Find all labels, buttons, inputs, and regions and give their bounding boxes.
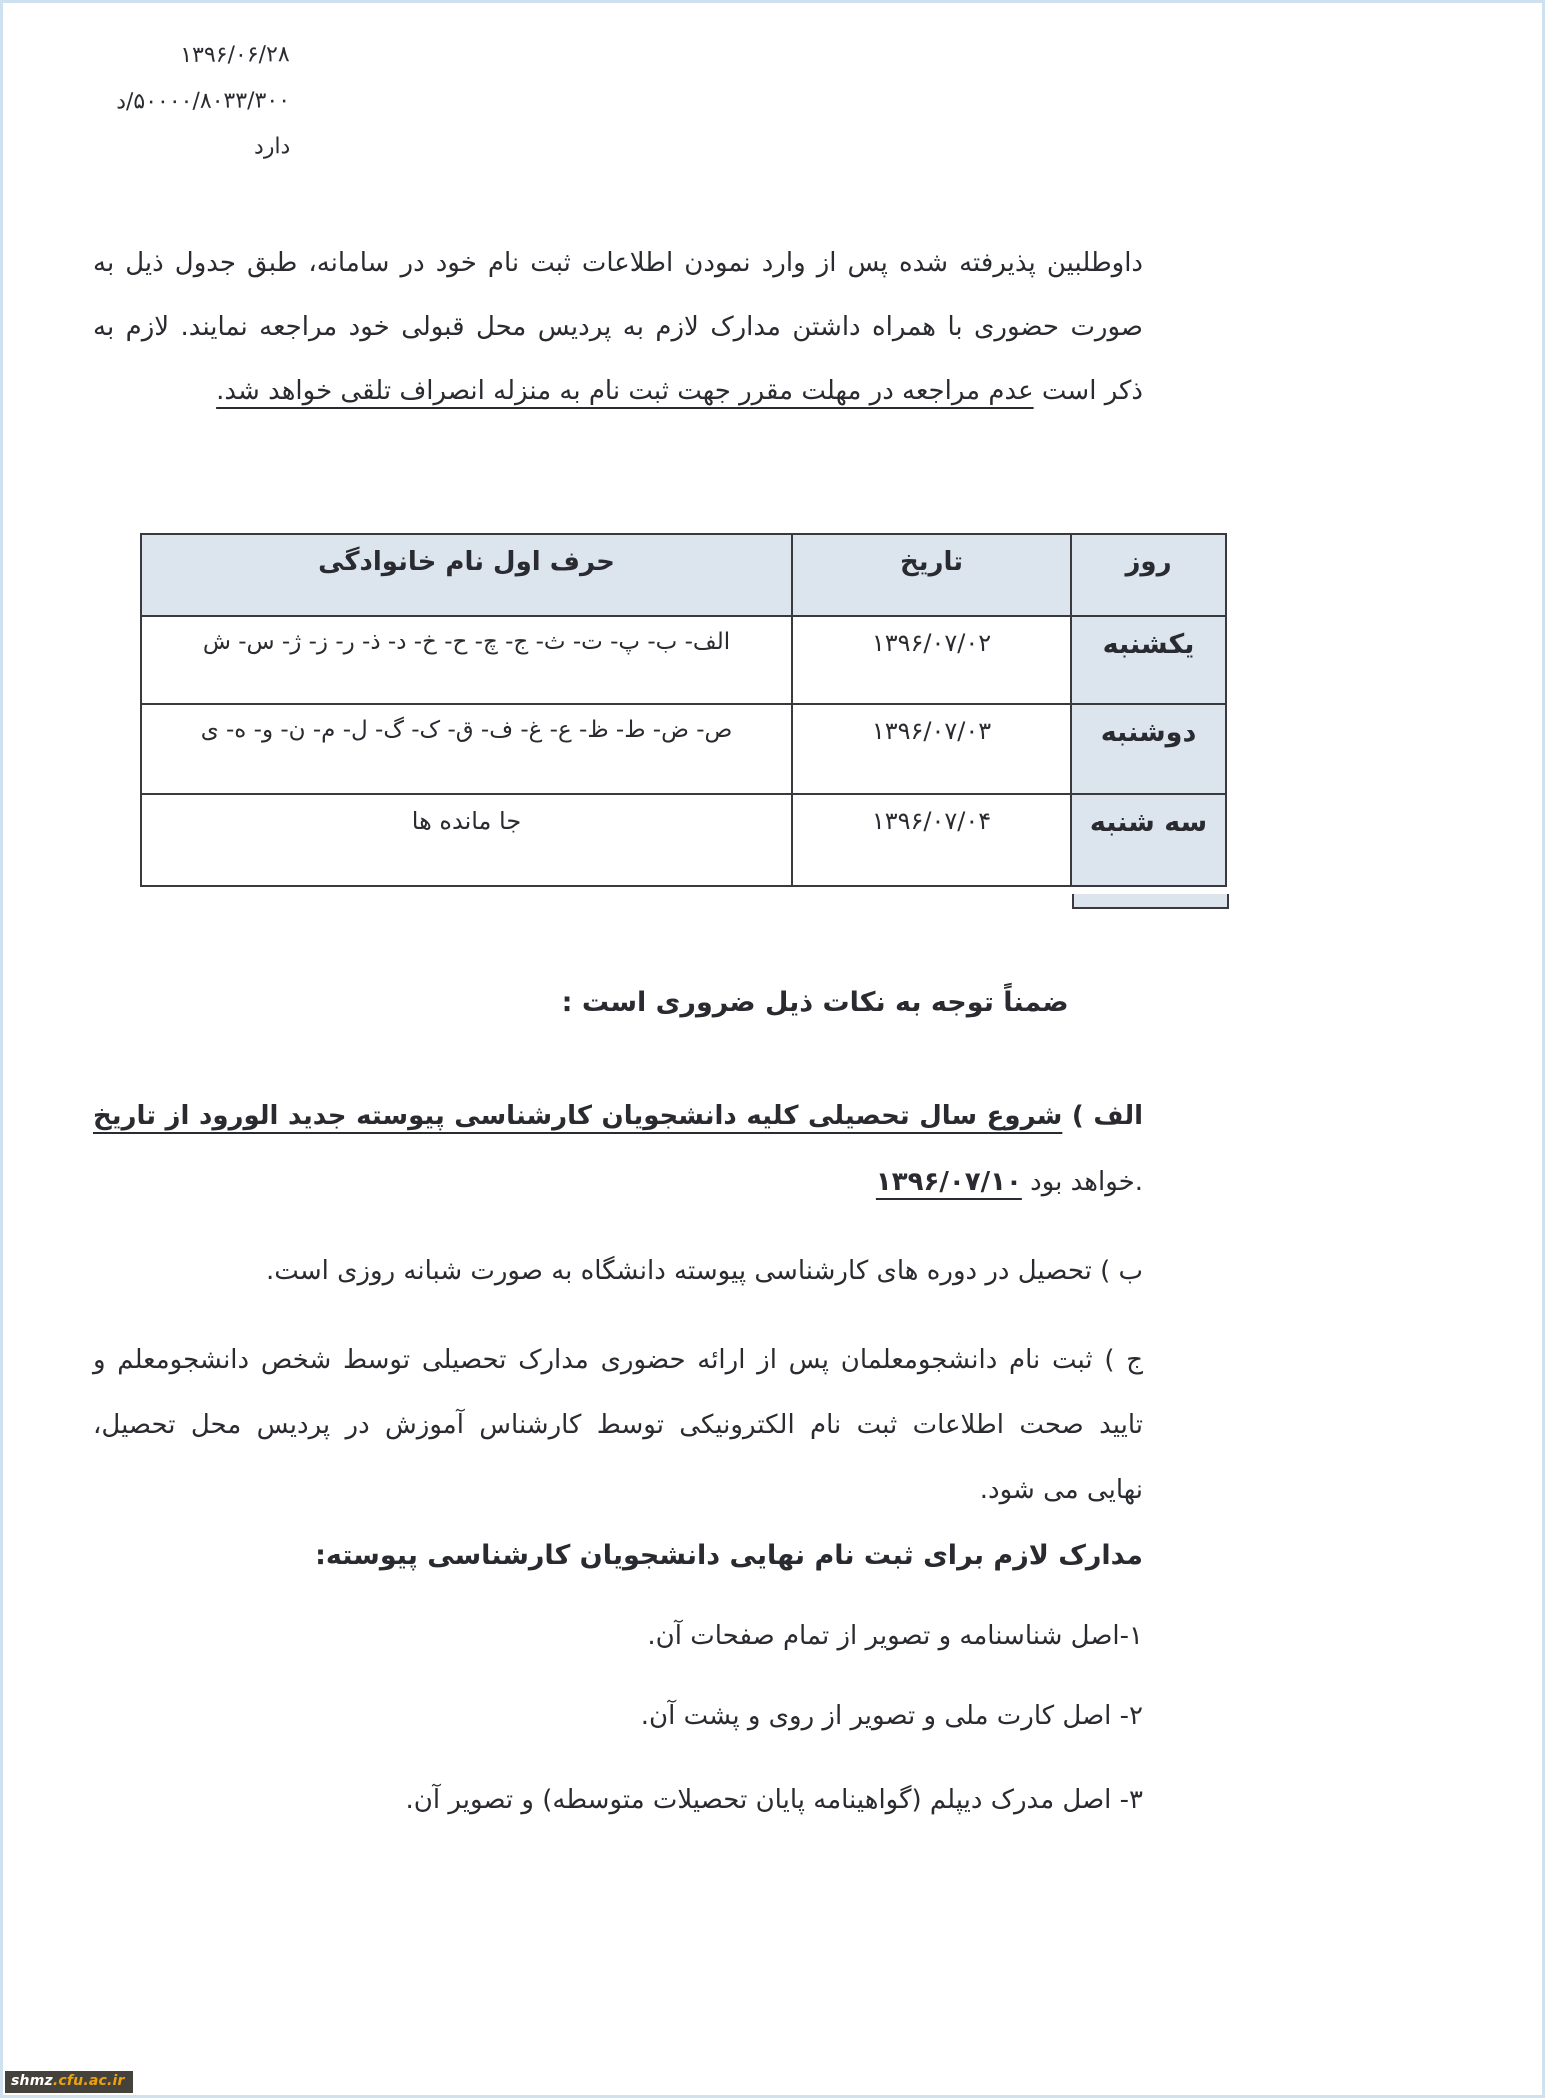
intro-line-3-prefix: ذکر است: [1033, 376, 1143, 406]
notes-heading: [93, 978, 1143, 1028]
note-a-suffix: خواهد بود.: [1021, 1167, 1143, 1197]
watermark-suffix: .cfu.ac.ir: [52, 2073, 125, 2089]
row1-date: ۱۳۹۶/۰۷/۰۲: [792, 616, 1071, 704]
row2-day: دوشنبه: [1071, 704, 1226, 794]
intro-line-2: صورت حضوری با همراه داشتن مدارک لازم به پردیس محل قبولی خود مراجعه نمایند. لازم به: [93, 312, 1143, 342]
documents-heading: مدارک لازم برای ثبت نام نهایی دانشجویان کارشناسی پیوسته:: [315, 1540, 1143, 1571]
letter-number: [58, 78, 290, 126]
row2-letters: ص- ض- ط- ظ- ع- غ- ف- ق- ک- گ- ل- م- ن- و- ه- ی: [141, 704, 792, 794]
intro-line-3-underlined: عدم مراجعه در مهلت مقرر جهت ثبت نام به منزله انصراف تلقی خواهد شد.: [216, 376, 1034, 406]
note-item-b: ب ) تحصیل در دوره های کارشناسی پیوسته دانشگاه به صورت شبانه روزی است.: [266, 1256, 1143, 1286]
note-a-line-1: [93, 1083, 1143, 1149]
table-row: [141, 704, 1226, 794]
document-item-3: ۳- اصل مدرک دیپلم (گواهینامه پایان تحصیلات متوسطه) و تصویر آن.: [405, 1785, 1143, 1815]
note-item-a: [93, 1083, 1143, 1215]
table-header-row: [141, 534, 1226, 616]
table-row: [141, 794, 1226, 886]
note-a-date: ۱۳۹۶/۰۷/۱۰: [875, 1167, 1022, 1197]
document-item-1: ۱-اصل شناسنامه و تصویر از تمام صفحات آن.: [647, 1621, 1143, 1651]
schedule-table: [140, 533, 1227, 887]
intro-line-1: داوطلبین پذیرفته شده پس از وارد نمودن اطلاعات ثبت نام خود در سامانه، طبق جدول ذیل به: [93, 248, 1143, 278]
watermark-prefix: shmz: [11, 2073, 53, 2089]
row1-letters: الف- ب- پ- ت- ث- ج- چ- ح- خ- د- ذ- ر- ز- ژ- س- ش: [141, 616, 792, 704]
attachment-indicator: دارد: [253, 134, 291, 160]
letter-date: ۱۳۹۶/۰۶/۲۸: [180, 42, 290, 68]
row3-date: ۱۳۹۶/۰۷/۰۴: [792, 794, 1071, 886]
table-row: [141, 616, 1226, 704]
site-watermark: [5, 2071, 133, 2093]
header-letters: حرف اول نام خانوادگی: [141, 534, 792, 616]
row2-date: ۱۳۹۶/۰۷/۰۳: [792, 704, 1071, 794]
note-a-prefix: الف ): [1062, 1101, 1143, 1131]
note-item-j: [93, 1328, 1143, 1523]
row1-day: یکشنبه: [1071, 616, 1226, 704]
header-day: روز: [1071, 534, 1226, 616]
note-a-line-2: [93, 1149, 1143, 1215]
intro-line-3: [93, 359, 1143, 423]
header-date: تاریخ: [792, 534, 1071, 616]
document-item-2: ۲- اصل کارت ملی و تصویر از روی و پشت آن.: [640, 1701, 1143, 1731]
note-j-line-2: تایید صحت اطلاعات ثبت نام الکترونیکی توسط کارشناس آموزش در پردیس محل تحصیل،: [93, 1410, 1143, 1440]
row3-letters: جا مانده ها: [141, 794, 792, 886]
documents-list: [93, 1611, 1143, 1825]
intro-paragraph: [93, 231, 1143, 423]
reference-block: [58, 32, 291, 172]
row3-day: سه شنبه: [1071, 794, 1226, 886]
notes-heading-text: ضمناً توجه به نکات ذیل ضروری است :: [561, 987, 1069, 1018]
letter-number-value: د/۵۰۰۰۰/۸۰۳۳/۳۰۰: [116, 88, 291, 115]
day-column-stub: [1072, 894, 1229, 909]
note-j-line-3: نهایی می شود.: [979, 1475, 1143, 1505]
note-a-underlined: شروع سال تحصیلی کلیه دانشجویان کارشناسی پیوسته جدید الورود از تاریخ: [93, 1101, 1063, 1131]
note-j-line-1: ج ) ثبت نام دانشجومعلمان پس از ارائه حضوری مدارک تحصیلی توسط شخص دانشجومعلم و: [93, 1345, 1143, 1375]
